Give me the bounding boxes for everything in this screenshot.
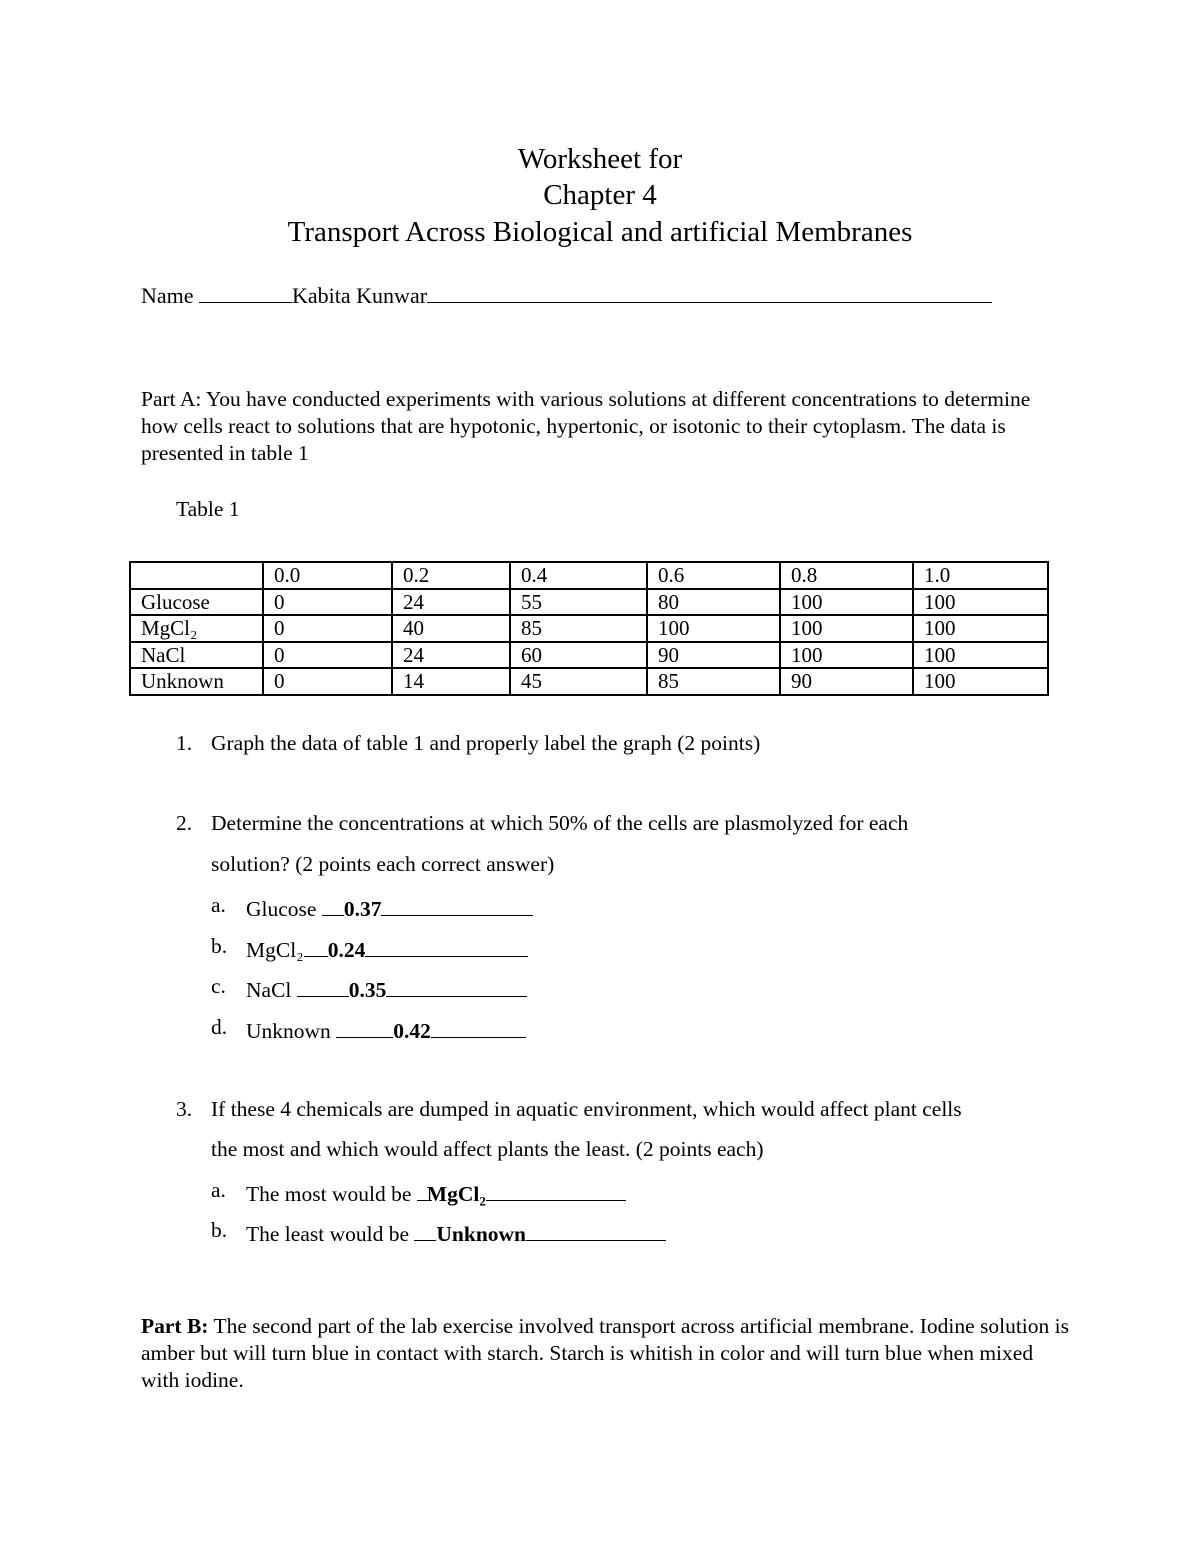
part-a-text: Part A: You have conducted experiments with various solutions at different concentrations to determine how cells react to solutions that are hypotonic, hypertonic, or isotonic to their cytoplasm. The data is presented in table 1	[141, 387, 1031, 465]
question-1-text: Graph the data of table 1 and properly label the graph (2 points)	[211, 731, 761, 755]
item-letter: b.	[211, 1218, 228, 1242]
data-table	[129, 561, 1049, 696]
item-label: MgCl₂	[246, 938, 304, 962]
question-2-line-1: Determine the concentrations at which 50% of the cells are plasmolyzed for each	[211, 811, 909, 835]
table-cell: 0	[263, 642, 392, 669]
question-2-line-2: solution? (2 points each correct answer)	[211, 852, 555, 876]
table-cell: 60	[510, 642, 647, 669]
table-header-cell: 0.2	[392, 562, 510, 589]
item-letter: a.	[211, 893, 226, 917]
table-cell: 100	[913, 642, 1048, 669]
answer-underline	[386, 974, 527, 997]
table-cell: 100	[913, 589, 1048, 616]
question-2-item-c-answer-row	[246, 974, 527, 1003]
question-3-item-a	[211, 1178, 226, 1203]
table-cell: 24	[392, 642, 510, 669]
question-3-number: 3.	[176, 1097, 193, 1121]
table-cell: 14	[392, 668, 510, 695]
answer-underline	[414, 1218, 436, 1241]
table-cell: 55	[510, 589, 647, 616]
name-underline-right	[427, 280, 992, 303]
table-cell: 85	[647, 668, 780, 695]
name-value[interactable]: Kabita Kunwar	[292, 283, 428, 308]
question-2-item-d-answer-row	[246, 1015, 526, 1044]
answer-underline	[417, 1178, 427, 1201]
table-header-cell	[130, 562, 263, 589]
item-letter: b.	[211, 934, 228, 958]
table-cell: 100	[780, 615, 913, 642]
least-affected-answer[interactable]: Unknown	[436, 1222, 527, 1246]
table-cell: 100	[780, 642, 913, 669]
table-cell: 40	[392, 615, 510, 642]
question-2-item-d	[211, 1015, 227, 1040]
table-cell: 0	[263, 615, 392, 642]
question-2-item-b-answer-row	[246, 934, 528, 963]
answer-underline	[431, 1015, 526, 1038]
part-b-body: The second part of the lab exercise involved transport across artificial membrane. Iodine solution is amber but will turn blue in contact with starch. Starch is whitish in color and will turn blue when mixed with iodine.	[141, 1314, 1069, 1392]
table-header-cell: 0.6	[647, 562, 780, 589]
item-label: NaCl	[246, 978, 292, 1002]
table-header-cell: 0.0	[263, 562, 392, 589]
table-cell: Glucose	[130, 589, 263, 616]
table-cell: 24	[392, 589, 510, 616]
table-cell: 0	[263, 589, 392, 616]
mgcl2-answer[interactable]: 0.24	[327, 938, 366, 962]
answer-underline	[322, 893, 344, 916]
table-cell: 90	[647, 642, 780, 669]
question-2-item-a-answer-row	[246, 893, 533, 922]
table-row	[130, 668, 1048, 695]
question-1-number: 1.	[176, 731, 193, 755]
answer-underline	[336, 1015, 393, 1038]
question-3-item-b-answer-row	[246, 1218, 666, 1247]
item-letter: d.	[211, 1015, 228, 1039]
table-row	[130, 589, 1048, 616]
table-header-cell: 0.8	[780, 562, 913, 589]
question-3-line-2: the most and which would affect plants the least. (2 points each)	[211, 1137, 764, 1161]
part-b-label: Part B:	[141, 1314, 209, 1338]
part-b-text	[141, 1313, 1071, 1394]
nacl-answer[interactable]: 0.35	[348, 978, 387, 1002]
table-cell: MgCl₂	[130, 615, 263, 642]
name-field	[141, 280, 992, 309]
question-2-item-a	[211, 893, 226, 918]
item-letter: c.	[211, 974, 226, 998]
table-header-cell: 1.0	[913, 562, 1048, 589]
table-header-cell: 0.4	[510, 562, 647, 589]
answer-underline	[486, 1178, 626, 1201]
question-3-line-1: If these 4 chemicals are dumped in aquatic environment, which would affect plant cells	[211, 1097, 962, 1121]
item-label: The most would be	[246, 1182, 412, 1206]
answer-underline	[381, 893, 533, 916]
table-cell: Unknown	[130, 668, 263, 695]
title-line-3: Transport Across Biological and artificial Membranes	[287, 216, 913, 248]
table-cell: 45	[510, 668, 647, 695]
answer-underline	[297, 974, 349, 997]
name-underline-left	[199, 280, 292, 303]
question-2-item-c	[211, 974, 226, 999]
table-cell: 0	[263, 668, 392, 695]
table-cell: 100	[647, 615, 780, 642]
unknown-answer[interactable]: 0.42	[393, 1019, 431, 1043]
most-affected-answer[interactable]: MgCl₂	[426, 1182, 486, 1206]
table-cell: NaCl	[130, 642, 263, 669]
answer-underline	[526, 1218, 666, 1241]
answer-underline	[304, 934, 328, 957]
table-cell: 100	[780, 589, 913, 616]
item-letter: a.	[211, 1178, 226, 1202]
item-label: The least would be	[246, 1222, 409, 1246]
item-label: Glucose	[246, 897, 317, 921]
question-3-item-b	[211, 1218, 227, 1243]
question-2-item-b	[211, 934, 227, 959]
title-line-1: Worksheet for	[517, 143, 683, 175]
table-header-row	[130, 562, 1048, 589]
question-2-number: 2.	[176, 811, 193, 835]
table-row	[130, 615, 1048, 642]
table-cell: 90	[780, 668, 913, 695]
name-label: Name	[141, 283, 194, 308]
table-cell: 100	[913, 668, 1048, 695]
table-row	[130, 642, 1048, 669]
table-caption: Table 1	[176, 497, 240, 521]
glucose-answer[interactable]: 0.37	[343, 897, 382, 921]
table-cell: 80	[647, 589, 780, 616]
table-cell: 85	[510, 615, 647, 642]
table-cell: 100	[913, 615, 1048, 642]
title-line-2: Chapter 4	[543, 179, 657, 211]
answer-underline	[365, 934, 528, 957]
item-label: Unknown	[246, 1019, 331, 1043]
question-3-item-a-answer-row	[246, 1178, 626, 1207]
